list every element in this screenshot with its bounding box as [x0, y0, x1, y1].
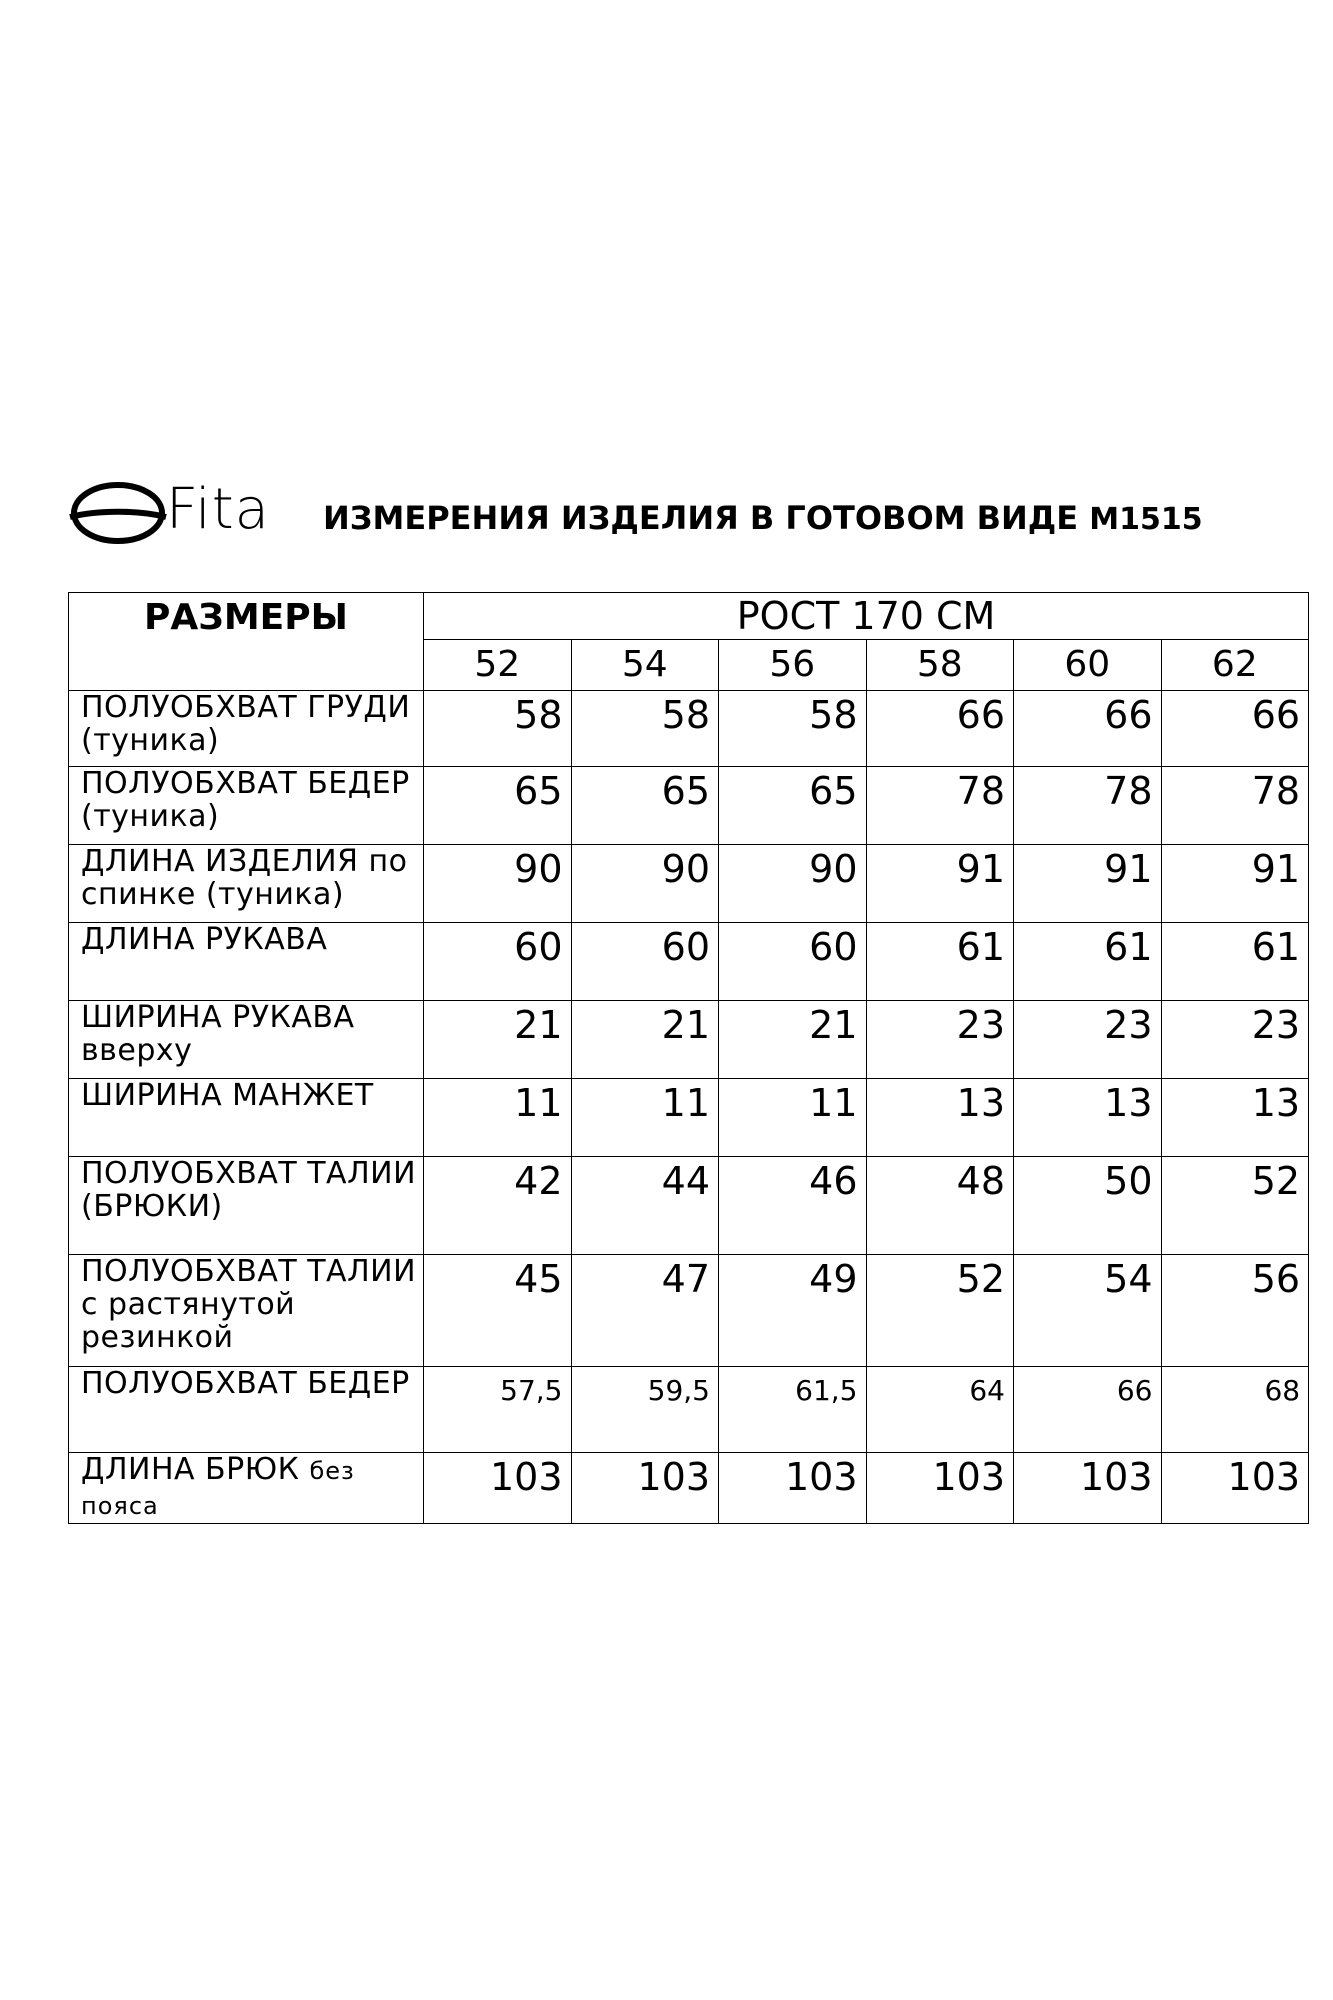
- value-cell: 61: [1014, 923, 1162, 1001]
- value-cell: 13: [1014, 1079, 1162, 1157]
- table-row: [69, 1157, 1309, 1255]
- value-cell: 56: [1161, 1255, 1309, 1367]
- row-label-text: ПОЛУОБХВАТ ТАЛИИ с растянутой резинкой: [81, 1254, 417, 1355]
- value-cell: 90: [424, 845, 572, 923]
- value-cell: 21: [719, 1001, 867, 1079]
- row-label-text: ПОЛУОБХВАТ БЕДЕР (туника): [81, 766, 410, 834]
- value-cell: 50: [1014, 1157, 1162, 1255]
- value-cell: 91: [1014, 845, 1162, 923]
- value-cell: 23: [1014, 1001, 1162, 1079]
- value-cell: 57,5: [424, 1367, 572, 1453]
- row-label: [69, 1079, 424, 1157]
- row-label-text: ШИРИНА РУКАВА вверху: [81, 1000, 355, 1068]
- table-row: [69, 845, 1309, 923]
- row-label-text: ШИРИНА МАНЖЕТ: [81, 1078, 374, 1113]
- value-cell: 47: [571, 1255, 719, 1367]
- value-cell: 11: [424, 1079, 572, 1157]
- table-header-row: [69, 593, 1309, 640]
- size-header-cell: 52: [424, 640, 572, 691]
- value-cell: 44: [571, 1157, 719, 1255]
- row-label-text: ПОЛУОБХВАТ ГРУДИ (туника): [81, 690, 411, 758]
- row-label-text: ПОЛУОБХВАТ ТАЛИИ (БРЮКИ): [81, 1156, 417, 1224]
- value-cell: 61: [1161, 923, 1309, 1001]
- value-cell: 103: [424, 1453, 572, 1524]
- row-label: [69, 845, 424, 923]
- value-cell: 59,5: [571, 1367, 719, 1453]
- row-label: [69, 1453, 424, 1524]
- brand-name: Fita: [166, 477, 270, 542]
- row-label: [69, 1001, 424, 1079]
- value-cell: 66: [866, 691, 1014, 767]
- value-cell: 78: [866, 767, 1014, 845]
- growth-header: РОСТ 170 СМ: [424, 593, 1309, 640]
- value-cell: 61: [866, 923, 1014, 1001]
- value-cell: 65: [571, 767, 719, 845]
- value-cell: 65: [719, 767, 867, 845]
- sizes-header: РАЗМЕРЫ: [69, 593, 424, 691]
- table-row: [69, 1079, 1309, 1157]
- value-cell: 52: [866, 1255, 1014, 1367]
- value-cell: 60: [571, 923, 719, 1001]
- value-cell: 61,5: [719, 1367, 867, 1453]
- table-row: [69, 1453, 1309, 1524]
- size-header-cell: 58: [866, 640, 1014, 691]
- value-cell: 21: [424, 1001, 572, 1079]
- value-cell: 46: [719, 1157, 867, 1255]
- size-header-cell: 60: [1014, 640, 1162, 691]
- row-label-text: ДЛИНА БРЮК: [81, 1452, 300, 1487]
- table-row: [69, 923, 1309, 1001]
- value-cell: 54: [1014, 1255, 1162, 1367]
- row-label: [69, 691, 424, 767]
- size-table: [68, 592, 1309, 1524]
- value-cell: 58: [719, 691, 867, 767]
- size-header-cell: 56: [719, 640, 867, 691]
- row-label: [69, 1157, 424, 1255]
- size-header-cell: 54: [571, 640, 719, 691]
- value-cell: 91: [1161, 845, 1309, 923]
- row-label: [69, 1255, 424, 1367]
- row-label-note: без пояса: [81, 1457, 355, 1520]
- value-cell: 48: [866, 1157, 1014, 1255]
- value-cell: 78: [1014, 767, 1162, 845]
- value-cell: 66: [1014, 691, 1162, 767]
- value-cell: 58: [424, 691, 572, 767]
- value-cell: 52: [1161, 1157, 1309, 1255]
- value-cell: 42: [424, 1157, 572, 1255]
- value-cell: 60: [719, 923, 867, 1001]
- value-cell: 60: [424, 923, 572, 1001]
- row-label-text: ПОЛУОБХВАТ БЕДЕР: [81, 1366, 410, 1401]
- product-code: М1515: [1089, 502, 1203, 537]
- value-cell: 13: [1161, 1079, 1309, 1157]
- value-cell: 13: [866, 1079, 1014, 1157]
- value-cell: 66: [1161, 691, 1309, 767]
- value-cell: 103: [1161, 1453, 1309, 1524]
- table-row: [69, 1255, 1309, 1367]
- table-row: [69, 1367, 1309, 1453]
- value-cell: 90: [571, 845, 719, 923]
- table-row: [69, 767, 1309, 845]
- brand-logo: [68, 470, 298, 550]
- title-text: ИЗМЕРЕНИЯ ИЗДЕЛИЯ В ГОТОВОМ ВИДЕ: [323, 499, 1079, 537]
- value-cell: 11: [719, 1079, 867, 1157]
- value-cell: 21: [571, 1001, 719, 1079]
- value-cell: 103: [866, 1453, 1014, 1524]
- row-label-text: ДЛИНА РУКАВА: [81, 922, 328, 957]
- value-cell: 64: [866, 1367, 1014, 1453]
- value-cell: 45: [424, 1255, 572, 1367]
- value-cell: 103: [1014, 1453, 1162, 1524]
- row-label: [69, 767, 424, 845]
- value-cell: 68: [1161, 1367, 1309, 1453]
- table-row: [69, 691, 1309, 767]
- value-cell: 103: [571, 1453, 719, 1524]
- table-row: [69, 1001, 1309, 1079]
- value-cell: 23: [1161, 1001, 1309, 1079]
- value-cell: 65: [424, 767, 572, 845]
- value-cell: 90: [719, 845, 867, 923]
- row-label-text: ДЛИНА ИЗДЕЛИЯ по спинке (туника): [81, 844, 408, 912]
- size-header-cell: 62: [1161, 640, 1309, 691]
- page-title: [323, 498, 1203, 540]
- row-label: [69, 1367, 424, 1453]
- value-cell: 58: [571, 691, 719, 767]
- value-cell: 103: [719, 1453, 867, 1524]
- value-cell: 49: [719, 1255, 867, 1367]
- row-label: [69, 923, 424, 1001]
- value-cell: 23: [866, 1001, 1014, 1079]
- value-cell: 11: [571, 1079, 719, 1157]
- value-cell: 66: [1014, 1367, 1162, 1453]
- fita-logo-icon: [68, 470, 168, 550]
- header: [68, 470, 1308, 550]
- value-cell: 91: [866, 845, 1014, 923]
- value-cell: 78: [1161, 767, 1309, 845]
